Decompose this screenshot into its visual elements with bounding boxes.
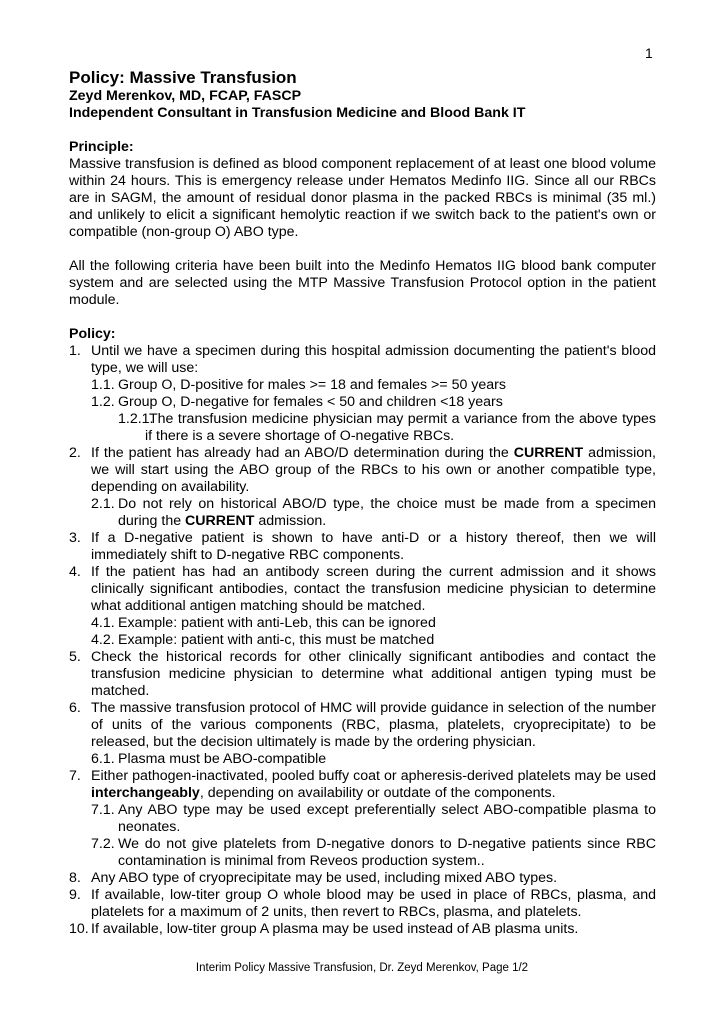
item-number: 1.2.1. bbox=[118, 411, 154, 427]
item-number: 9. bbox=[69, 887, 81, 903]
policy-item-1 bbox=[69, 343, 656, 377]
emphasis-current: CURRENT bbox=[513, 445, 584, 461]
item-number: 8. bbox=[69, 870, 81, 886]
policy-item-6 bbox=[69, 700, 656, 751]
item-text: We do not give platelets from D-negative donors to D-negative patients since RBC contamination is minimal from Reveos production system.. bbox=[118, 836, 656, 869]
item-text bbox=[91, 768, 656, 802]
item-text: Group O, D-positive for males >= 18 and females >= 50 years bbox=[118, 377, 506, 393]
policy-item-1-2 bbox=[69, 394, 656, 411]
policy-item-3 bbox=[69, 530, 656, 564]
item-text-a: Either pathogen-inactivated, pooled buffy coat or apheresis-derived platelets may be used bbox=[91, 768, 656, 784]
item-text: Example: patient with anti-c, this must be matched bbox=[118, 632, 435, 648]
principle-paragraph: Massive transfusion is defined as blood component replacement of at least one blood volume within 24 hours. This is emergency release under Hematos Medinfo IIG. Since all our RBCs are in SAGM, the amount of residual donor plasma in the packed RBCs is minimal (35 ml.) and unlikely to elicit a significant hemolytic reaction if we switch back to the patient's own or compatible (non-group O) ABO type. bbox=[69, 156, 656, 240]
item-number: 10. bbox=[69, 921, 89, 937]
item-text bbox=[118, 411, 656, 445]
policy-item-8 bbox=[69, 870, 656, 887]
author-affiliation: Independent Consultant in Transfusion Medicine and Blood Bank IT bbox=[69, 105, 526, 121]
policy-item-7-2 bbox=[69, 836, 656, 870]
document-body bbox=[69, 68, 656, 938]
policy-item-1-2-1 bbox=[69, 411, 656, 445]
item-number: 1. bbox=[69, 343, 81, 359]
policy-item-5 bbox=[69, 649, 656, 700]
item-text-content: The transfusion medicine physician may permit a variance from the above types if there is a severe shortage of O-negative RBCs. bbox=[145, 411, 656, 444]
policy-item-4-2 bbox=[69, 632, 656, 649]
policy-heading: Policy: bbox=[69, 326, 116, 342]
item-text: If the patient has had an antibody screen during the current admission and it shows clinically significant antibodies, contact the transfusion medicine physician to determine what additional antigen matching should be matched. bbox=[91, 564, 656, 614]
item-text bbox=[91, 445, 656, 496]
item-text-b: admission. bbox=[254, 513, 327, 529]
item-number: 3. bbox=[69, 530, 81, 546]
policy-item-6-1 bbox=[69, 751, 656, 768]
emphasis-current: CURRENT bbox=[185, 513, 255, 529]
item-text: Any ABO type may be used except preferentially select ABO-compatible plasma to neonates. bbox=[118, 802, 656, 835]
item-number: 1.2. bbox=[91, 394, 115, 410]
policy-item-7-1 bbox=[69, 802, 656, 836]
item-text: If a D-negative patient is shown to have anti-D or a history thereof, then we will immediately shift to D-negative RBC components. bbox=[91, 530, 656, 563]
policy-item-2-1 bbox=[69, 496, 656, 530]
item-text: Example: patient with anti-Leb, this can be ignored bbox=[118, 615, 436, 631]
item-text bbox=[118, 496, 656, 530]
emphasis-interchangeably: interchangeably bbox=[91, 785, 200, 801]
item-number: 5. bbox=[69, 649, 81, 665]
policy-item-4-1 bbox=[69, 615, 656, 632]
item-text: The massive transfusion protocol of HMC will provide guidance in selection of the number of units of the various components (RBC, plasma, platelets, cryoprecipitate) to be released, but the decision ultimately is made by the ordering physician. bbox=[91, 700, 656, 750]
policy-list bbox=[69, 343, 656, 938]
item-text: Group O, D-negative for females < 50 and children <18 years bbox=[118, 394, 503, 410]
item-number: 6.1. bbox=[91, 751, 115, 767]
policy-item-7 bbox=[69, 768, 656, 802]
item-number: 1.1. bbox=[91, 377, 115, 393]
item-number: 7.1. bbox=[91, 802, 115, 818]
policy-item-2 bbox=[69, 445, 656, 496]
page-footer: Interim Policy Massive Transfusion, Dr. Zeyd Merenkov, Page 1/2 bbox=[195, 962, 529, 974]
page-number: 1 bbox=[645, 45, 653, 61]
item-text-b: admission, we will start using the ABO group of the RBCs to his own or another compatible type, depending on availability. bbox=[91, 445, 656, 495]
policy-item-4 bbox=[69, 564, 656, 615]
item-number: 2. bbox=[69, 445, 81, 461]
item-text: Until we have a specimen during this hospital admission documenting the patient's blood type, we will use: bbox=[91, 343, 656, 376]
item-number: 4.1. bbox=[91, 615, 115, 631]
document-title: Policy: Massive Transfusion bbox=[69, 68, 297, 87]
item-number: 4.2. bbox=[91, 632, 115, 648]
item-text-a: If the patient has already had an ABO/D determination during the bbox=[91, 445, 514, 461]
item-text-a: Do not rely on historical ABO/D type, the choice must be made from a specimen during the bbox=[118, 496, 656, 529]
item-text: Any ABO type of cryoprecipitate may be used, including mixed ABO types. bbox=[91, 870, 558, 886]
criteria-paragraph: All the following criteria have been built into the Medinfo Hematos IIG blood bank computer system and are selected using the MTP Massive Transfusion Protocol option in the patient module. bbox=[69, 258, 656, 308]
policy-item-1-1 bbox=[69, 377, 656, 394]
item-text: If available, low-titer group A plasma may be used instead of AB plasma units. bbox=[91, 921, 579, 937]
item-text-b: , depending on availability or outdate of the components. bbox=[199, 785, 556, 801]
item-text: If available, low-titer group O whole blood may be used in place of RBCs, plasma, and platelets for a maximum of 2 units, then revert to RBCs, plasma, and platelets. bbox=[91, 887, 656, 920]
item-text: Plasma must be ABO-compatible bbox=[118, 751, 327, 767]
item-number: 6. bbox=[69, 700, 81, 716]
item-number: 7.2. bbox=[91, 836, 115, 852]
principle-heading: Principle: bbox=[69, 139, 134, 155]
item-text: Check the historical records for other clinically significant antibodies and contact the transfusion medicine physician to determine what additional antigen typing must be matched. bbox=[91, 649, 656, 699]
item-number: 2.1. bbox=[91, 496, 115, 512]
policy-item-10 bbox=[69, 921, 656, 938]
item-number: 4. bbox=[69, 564, 81, 580]
item-number: 7. bbox=[69, 768, 81, 784]
policy-item-9 bbox=[69, 887, 656, 921]
author-name: Zeyd Merenkov, MD, FCAP, FASCP bbox=[69, 88, 302, 104]
